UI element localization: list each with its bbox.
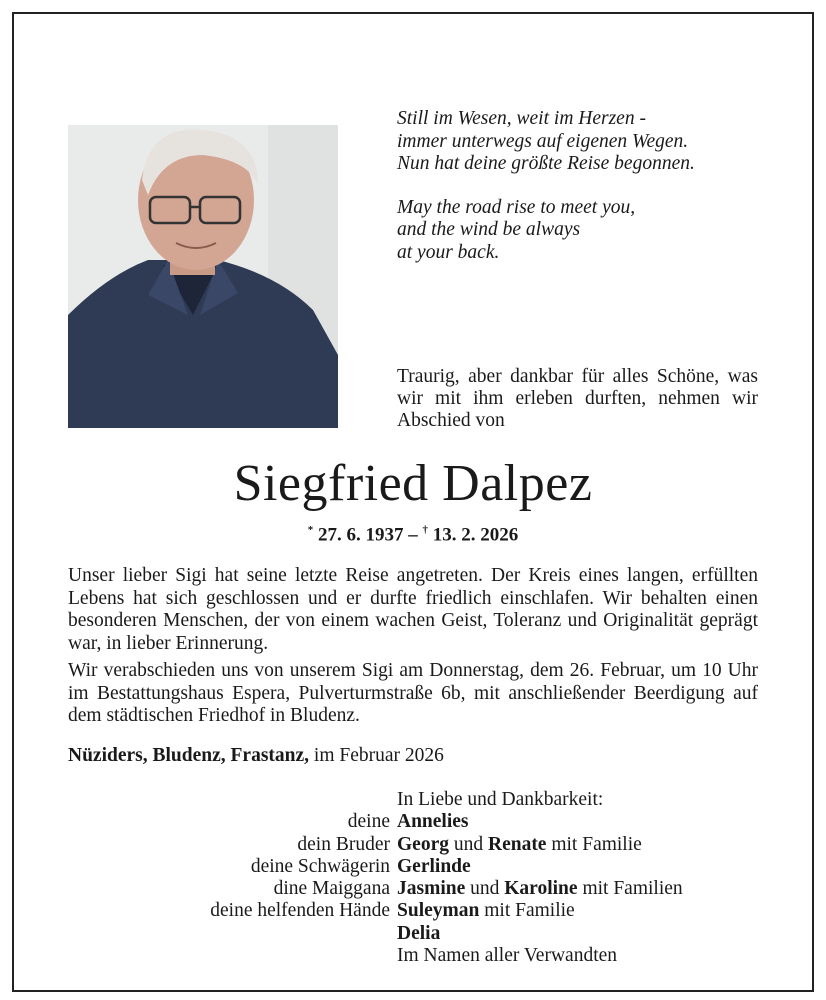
mourner-name: Georg: [397, 833, 449, 855]
poem-line: May the road rise to meet you,: [397, 196, 636, 218]
body-paragraph: Wir verabschieden uns von unserem Sigi am Donnerstag, dem 26. Februar, um 10 Uhr im Bestattungshaus Espera, Pulverturmstraße 6b, mit anschließender Beerdigung auf dem städtischen Friedhof in Bludenz.: [68, 660, 758, 726]
mourner-name: Renate: [487, 833, 547, 855]
mourner-relation: deine Schwägerin: [250, 855, 390, 877]
poem-german: [397, 108, 695, 176]
mourner-name: Jasmine: [397, 878, 466, 900]
mourner-names: [397, 834, 642, 856]
mourner-text: und: [448, 833, 488, 855]
mourner-relation: dine Maiggana: [273, 878, 390, 900]
mourner-row: [60, 900, 760, 922]
mourners-closing: Im Namen aller Verwandten: [397, 945, 618, 967]
birth-date: 27. 6. 1937: [318, 524, 404, 546]
mourner-text: und: [465, 878, 505, 900]
intro-text: Traurig, aber dankbar für alles Schöne, was wir mit ihm erleben durften, nehmen wir Abschied von: [397, 366, 758, 431]
mourner-text: mit Familie: [479, 900, 575, 922]
mourners-list: [60, 789, 760, 967]
birth-symbol: *: [307, 524, 314, 536]
death-symbol: †: [422, 524, 428, 536]
poem-line: immer unterwegs auf eigenen Wegen.: [397, 130, 689, 152]
mourner-text: mit Familie: [546, 833, 642, 855]
mourner-names: [397, 811, 469, 833]
poem-line: at your back.: [397, 241, 500, 263]
mourner-text: mit Familien: [577, 878, 683, 900]
deceased-name: Siegfried Dalpez: [233, 455, 593, 512]
mourner-names: [397, 923, 440, 945]
place-towns: Nüziders, Bludenz, Frastanz,: [68, 745, 310, 766]
mourner-name: Delia: [397, 922, 441, 944]
mourner-names: [397, 878, 683, 900]
mourner-names: [397, 900, 575, 922]
place-month: im Februar 2026: [309, 745, 444, 766]
mourners-heading: In Liebe und Dankbarkeit:: [397, 789, 604, 810]
mourner-name: Annelies: [397, 811, 469, 833]
portrait-photo: [68, 125, 338, 428]
mourner-row: [60, 878, 760, 900]
life-dates: [0, 524, 826, 546]
mourner-name: Suleyman: [397, 900, 480, 922]
mourner-names: [397, 856, 471, 878]
body-paragraph: Unser lieber Sigi hat seine letzte Reise angetreten. Der Kreis eines langen, erfüllten Lebens hat sich geschlossen und er durfte friedlich einschlafen. Wir behalten einen besonderen Menschen, der von einem wachen Geist, Toleranz und Originalität geprägt war, in lieber Erinnerung.: [68, 565, 758, 654]
mourner-row: [60, 834, 760, 856]
mourner-row: [60, 811, 760, 833]
body-text: [68, 565, 758, 733]
mourner-relation: dein Bruder: [297, 833, 390, 855]
date-separator: –: [403, 524, 423, 546]
mourner-relation: [60, 923, 397, 945]
mourner-name: Gerlinde: [397, 855, 471, 877]
death-date: 13. 2. 2026: [432, 524, 519, 546]
place-date: [68, 745, 444, 767]
mourner-relation: deine helfenden Hände: [210, 900, 390, 922]
poem-line: and the wind be always: [397, 219, 581, 240]
poem: [397, 108, 695, 285]
mourner-row: [60, 856, 760, 878]
poem-english: [397, 197, 695, 265]
mourner-row: [60, 923, 760, 945]
mourner-relation: deine: [347, 811, 390, 833]
mourner-name: Karoline: [504, 878, 578, 900]
poem-line: Nun hat deine größte Reise begonnen.: [397, 153, 695, 174]
poem-line: Still im Wesen, weit im Herzen -: [397, 108, 646, 129]
